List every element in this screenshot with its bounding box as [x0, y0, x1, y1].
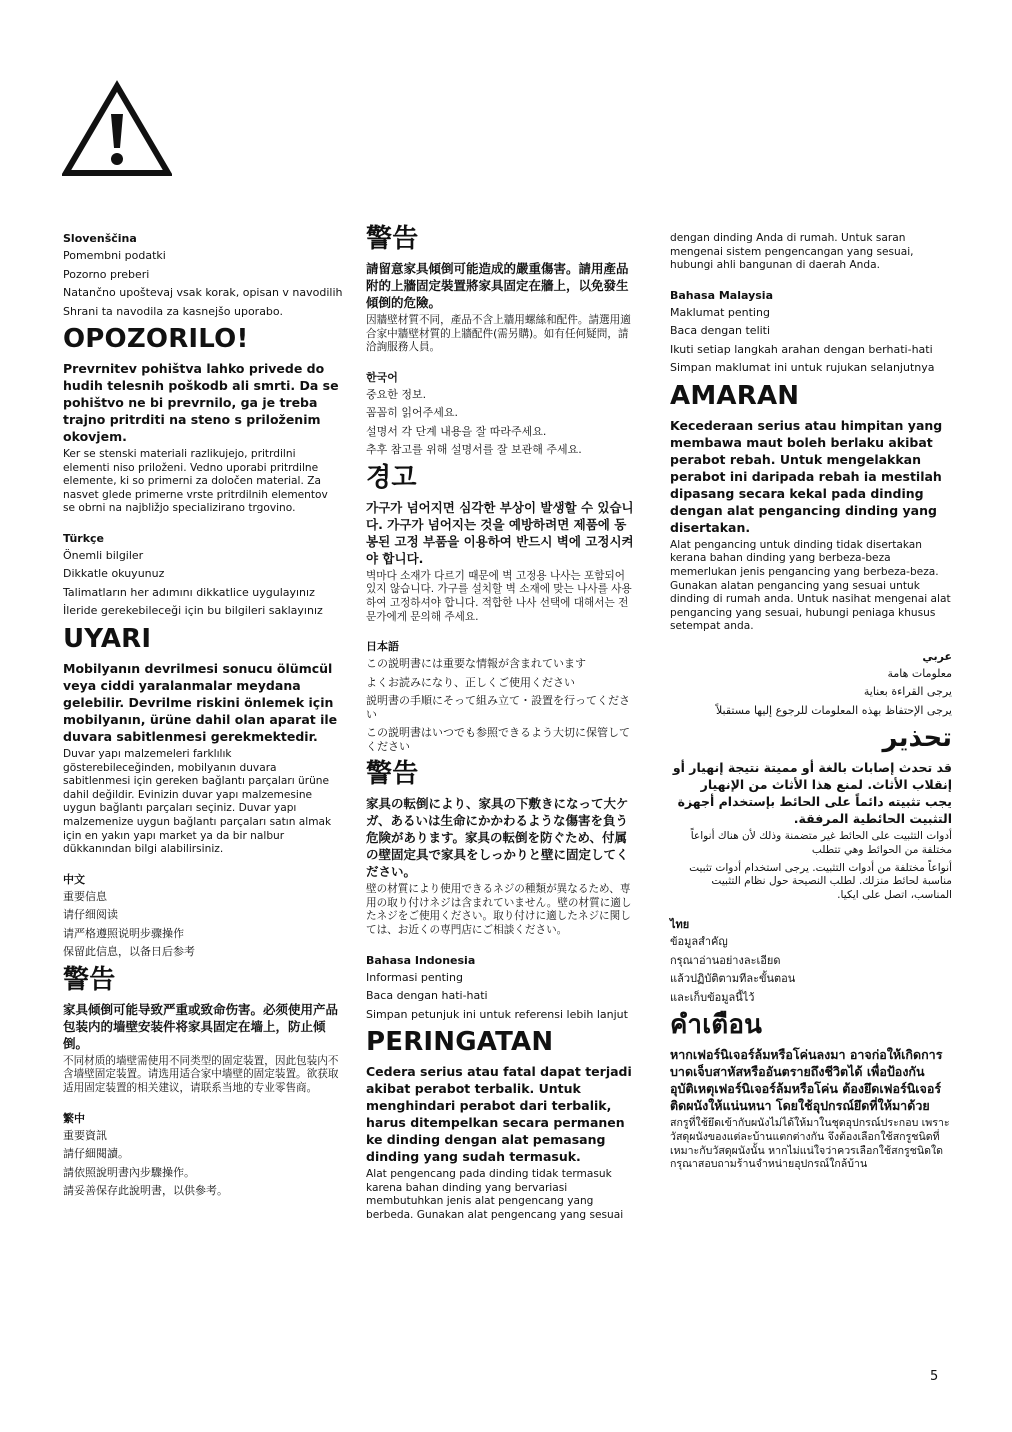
- section-arabic: [670, 650, 952, 902]
- warning-triangle-icon: [62, 80, 172, 178]
- info-item: 중요한 정보.: [366, 387, 427, 401]
- info-item: Pozorno preberi: [63, 267, 150, 281]
- info-item: Baca dengan hati-hati: [366, 989, 488, 1003]
- info-item: この説明書はいつでも参照できるよう大切に保管してください: [366, 726, 630, 753]
- warning-body: أدوات التثبيت على الحائط غير متضمنة وذلك لأن هناك أنواعاً مختلفة من الحوائط وهي تتطلب: [690, 830, 952, 857]
- warning-heading: 경고: [366, 462, 417, 493]
- language-name: Bahasa Indonesia: [366, 953, 476, 967]
- warning-statement: قد تحدث إصابات بالغة أو مميتة نتيجة إنهيار أو إنقلاب الأثاث. لمنع هذا الأثاث من الإنهيار يجب تثبيته دائماً على الحائط بإستخدام أجهزة التثبيت الحائطية المرفقة.: [672, 760, 952, 827]
- column-1: [63, 232, 343, 1203]
- warning-body-continued: dengan dinding Anda di rumah. Untuk saran mengenai sistem pengencangan yang sesuai, hubungi ahli bangunan di daerah Anda.: [670, 232, 914, 272]
- warning-body: 不同材质的墙壁需使用不同类型的固定装置，因此包装内不含墙壁固定装置。请选用适合家中墙壁的固定装置。欲获取适用固定装置的相关建议，请联系当地的专业零售商。: [63, 1054, 339, 1094]
- page-number: 5: [930, 1369, 939, 1384]
- info-item: Dikkatle okuyunuz: [63, 567, 165, 581]
- warning-statement: หากเฟอร์นิเจอร์ล้มหรือโค่นลงมา อาจก่อให้เกิดการบาดเจ็บสาหัสหรืออันตรายถึงชีวิตได้ เพื่อป้องกันอุบัติเหตุเฟอร์นิเจอร์ล้มหรือโค่น ต้องยึดเฟอร์นิเจอร์ติดผนังให้แน่นหนา โดยใช้อุปกรณ์ยึดที่ให้มาด้วย: [670, 1047, 943, 1114]
- warning-body: สกรูที่ใช้ยึดเข้ากับผนังไม่ได้ให้มาในชุดอุปกรณ์ประกอบ เพราะวัสดุผนังของแต่ละบ้านแตกต่างกัน จึงต้องเลือกใช้สกรูชนิดที่เหมาะกับวัสดุผนังนั้น หากไม่แน่ใจว่าควรเลือกใช้สกรูชนิดใด กรุณาสอบถามร้านจำหน่ายอุปกรณ์ใกล้บ้าน: [670, 1117, 950, 1171]
- warning-body: 因牆壁材質不同，產品不含上牆用螺絲和配件。請選用適合家中牆壁材質的上牆配件(需另購)。如有任何疑問，請洽詢服務人員。: [366, 314, 631, 354]
- info-item: 保留此信息，以备日后参考: [63, 945, 195, 959]
- info-item: และเก็บข้อมูลนี้ไว้: [670, 990, 755, 1004]
- warning-heading: PERINGATAN: [366, 1027, 554, 1058]
- info-item: Önemli bilgiler: [63, 548, 144, 562]
- warning-heading: UYARI: [63, 623, 152, 654]
- warning-statement: 家具の転倒により、家具の下敷きになって大ケガ、あるいは生命にかかわるような傷害を負う危険があります。家具の転倒を防ぐため、付属の壁固定具で家具をしっかりと壁に固定してください。: [366, 796, 629, 880]
- warning-statement: Prevrnitev pohištva lahko privede do hudih telesnih poškodb ali smrti. Da se pohištvo ne bi prevrnilo, ga je treba trajno pritrditi na steno s priloženim okovjem.: [63, 361, 339, 444]
- section-korean: [366, 371, 638, 624]
- info-item: İleride gerekebileceği için bu bilgileri saklayınız: [63, 604, 323, 618]
- section-turkish: [63, 532, 343, 857]
- warning-statement: Mobilyanın devrilmesi sonucu ölümcül veya ciddi yaralanmalar meydana gelebilir. Devrilme riskini önlemek için mobilyanın, ürüne dahil olan aparat ile duvara sabitlenmesi gerekmektedir.: [63, 660, 338, 744]
- info-item: معلومات هامة: [887, 666, 952, 680]
- warning-body: Alat pengencang pada dinding tidak termasuk karena bahan dinding yang bervariasi membutuhkan jenis alat pengencang yang berbeda. Gunakan alat pengencang yang sesuai: [366, 1168, 624, 1221]
- warning-body: Alat pengancing untuk dinding tidak disertakan kerana bahan dinding yang berbeza-beza memerlukan jenis pengancing yang berbeza-beza. Gunakan alatan pengancing yang sesuai untuk dinding di rumah anda. Untuk nasihat mengenai alat pengancing yang sesuai, hubungi peniaga khusus setempat anda.: [670, 538, 951, 633]
- language-name: 中文: [63, 872, 85, 886]
- section-indonesian: [366, 954, 638, 1223]
- language-name: Slovenščina: [63, 232, 137, 245]
- info-item: 重要信息: [63, 889, 107, 903]
- info-item: 꼼꼼히 읽어주세요.: [366, 406, 459, 420]
- info-item: ข้อมูลสำคัญ: [670, 935, 728, 949]
- language-name: 한국어: [366, 370, 398, 384]
- info-item: 説明書の手順にそって組み立て・設置を行ってください: [366, 694, 630, 721]
- warning-statement: 請留意家具傾倒可能造成的嚴重傷害。請用產品附的上牆固定裝置將家具固定在牆上，以免發生傾倒的危險。: [366, 261, 629, 310]
- warning-body: 벽마다 소재가 다르기 때문에 벽 고정용 나사는 포함되어 있지 않습니다. 가구를 설치할 벽 소재에 맞는 나사를 사용하여 고정하셔야 합니다. 적합한 나사 선택에 대해서는 전문가에게 문의해 주세요.: [366, 569, 632, 623]
- info-item: 重要資訊: [63, 1128, 107, 1142]
- warning-body: 壁の材質により使用できるネジの種類が異なるため、専用の取り付けネジは含まれていません。壁の材質に適したネジをご使用ください。取り付けに適したネジに関しては、お近くの専門店にご相談ください。: [366, 883, 632, 936]
- warning-heading: OPOZORILO!: [63, 324, 249, 354]
- info-item: 請依照說明書內步驟操作。: [63, 1165, 195, 1179]
- info-item: แล้วปฏิบัติตามทีละขั้นตอน: [670, 972, 796, 986]
- warning-heading: 警告: [63, 964, 116, 995]
- section-chinese-traditional: [63, 1112, 343, 1198]
- info-item: Pomembni podatki: [63, 249, 166, 262]
- warning-statement: 家具倾倒可能导致严重或致命伤害。必须使用产品包装内的墙壁安装件将家具固定在墙上，防止倾倒。: [63, 1001, 339, 1051]
- info-item: กรุณาอ่านอย่างละเอียด: [670, 953, 781, 967]
- info-item: この説明書には重要な情報が含まれています: [366, 657, 586, 671]
- info-item: Talimatların her adımını dikkatlice uygulayınız: [63, 585, 315, 599]
- language-name: Türkçe: [63, 531, 105, 545]
- info-item: Natančno upoštevaj vsak korak, opisan v navodilih: [63, 286, 343, 299]
- warning-heading: คำเตือน: [670, 1010, 763, 1041]
- info-item: 請妥善保存此說明書，以供參考。: [63, 1184, 228, 1197]
- section-chinese-traditional-warning: [366, 224, 638, 355]
- info-item: Shrani ta navodila za kasnejšo uporabo.: [63, 304, 283, 318]
- info-item: Simpan maklumat ini untuk rujukan selanjutnya: [670, 361, 935, 375]
- warning-heading: تحذير: [882, 723, 952, 754]
- info-item: يرجى القراءة بعناية: [863, 685, 952, 699]
- info-item: Simpan petunjuk ini untuk referensi lebih lanjut: [366, 1007, 628, 1021]
- info-item: 추후 참고를 위해 설명서를 잘 보관해 주세요.: [366, 443, 582, 457]
- warning-body: Ker se stenski materiali razlikujejo, pritrdilni elementi niso priloženi. Vedno uporabi pritrdilne elemente, ki so primerni za določen material. Za nasvet glede primerne vrste pritrdilnih elementov se obrni na najbližjo specializirano trgovino.: [63, 448, 328, 515]
- language-name: 繁中: [63, 1111, 85, 1125]
- info-item: Informasi penting: [366, 970, 463, 984]
- language-name: عربي: [922, 649, 952, 663]
- info-item: Maklumat penting: [670, 305, 770, 319]
- column-2: [366, 224, 638, 1238]
- language-name: 日本語: [366, 640, 399, 654]
- warning-statement: Kecederaan serius atau himpitan yang membawa maut boleh berlaku akibat perabot rebah. Untuk mengelakkan perabot ini daripada rebah ia mestilah dipasang secara kekal pada dinding dengan alat pengancing dinding yang disertakan.: [670, 417, 943, 535]
- warning-heading: 警告: [366, 759, 419, 790]
- info-item: よくお読みになり、正しくご使用ください: [366, 675, 575, 689]
- info-item: Ikuti setiap langkah arahan dengan berhati-hati: [670, 342, 933, 356]
- warning-body: أنواعاً مختلفة من أدوات التثبيت. يرجى استخدام أدوات تثبيت مناسبة لحائط منزلك. لطلب النصيحة حول نظام التثبيت المناسب، اتصل على ايكيا.: [689, 861, 952, 901]
- warning-heading: AMARAN: [670, 380, 800, 411]
- section-slovenian: [63, 232, 343, 516]
- section-malay: [670, 289, 952, 634]
- warning-body: Duvar yapı malzemeleri farklılık gösterebileceğinden, mobilyanın duvara sabitlenmesi için gereken bağlantı parçaları ürüne dahil değildir. Evinizin duvar yapı malzemesine uygun bağlantı parçaları seçiniz. Duvar yapı malzemenize uygun bağlantı parçaları satın almak için en yakın yapı market ya da bir nalbur dükkanından bilgi alabilirsiniz.: [63, 747, 332, 856]
- info-item: 请严格遵照说明步骤操作: [63, 926, 184, 940]
- section-thai: [670, 918, 952, 1171]
- info-item: Baca dengan teliti: [670, 324, 771, 338]
- info-item: 설명서 각 단계 내용을 잘 따라주세요.: [366, 424, 547, 438]
- info-item: 請仔細閱讀。: [63, 1147, 129, 1160]
- warning-statement: Cedera serius atau fatal dapat terjadi akibat perabot terbalik. Untuk menghindari perabot dari terbalik, harus ditempelkan secara permanen ke dinding dengan alat pemasang dinding yang sudah termasuk.: [366, 1064, 632, 1165]
- language-name: ไทย: [670, 918, 690, 932]
- info-item: 请仔细阅读: [63, 908, 118, 922]
- section-chinese-simplified: [63, 873, 343, 1096]
- warning-statement: 가구가 넘어지면 심각한 부상이 발생할 수 있습니다. 가구가 넘어지는 것을 예방하려면 제품에 동봉된 고정 부품을 이용하여 반드시 벽에 고정시켜야 합니다.: [366, 499, 634, 566]
- section-japanese: [366, 640, 638, 937]
- warning-heading: 警告: [366, 224, 419, 254]
- language-name: Bahasa Malaysia: [670, 288, 773, 302]
- info-item: يرجى الإحتفاظ بهذه المعلومات للرجوع إليها مستقبلاً: [715, 703, 952, 717]
- column-3: [670, 232, 952, 1188]
